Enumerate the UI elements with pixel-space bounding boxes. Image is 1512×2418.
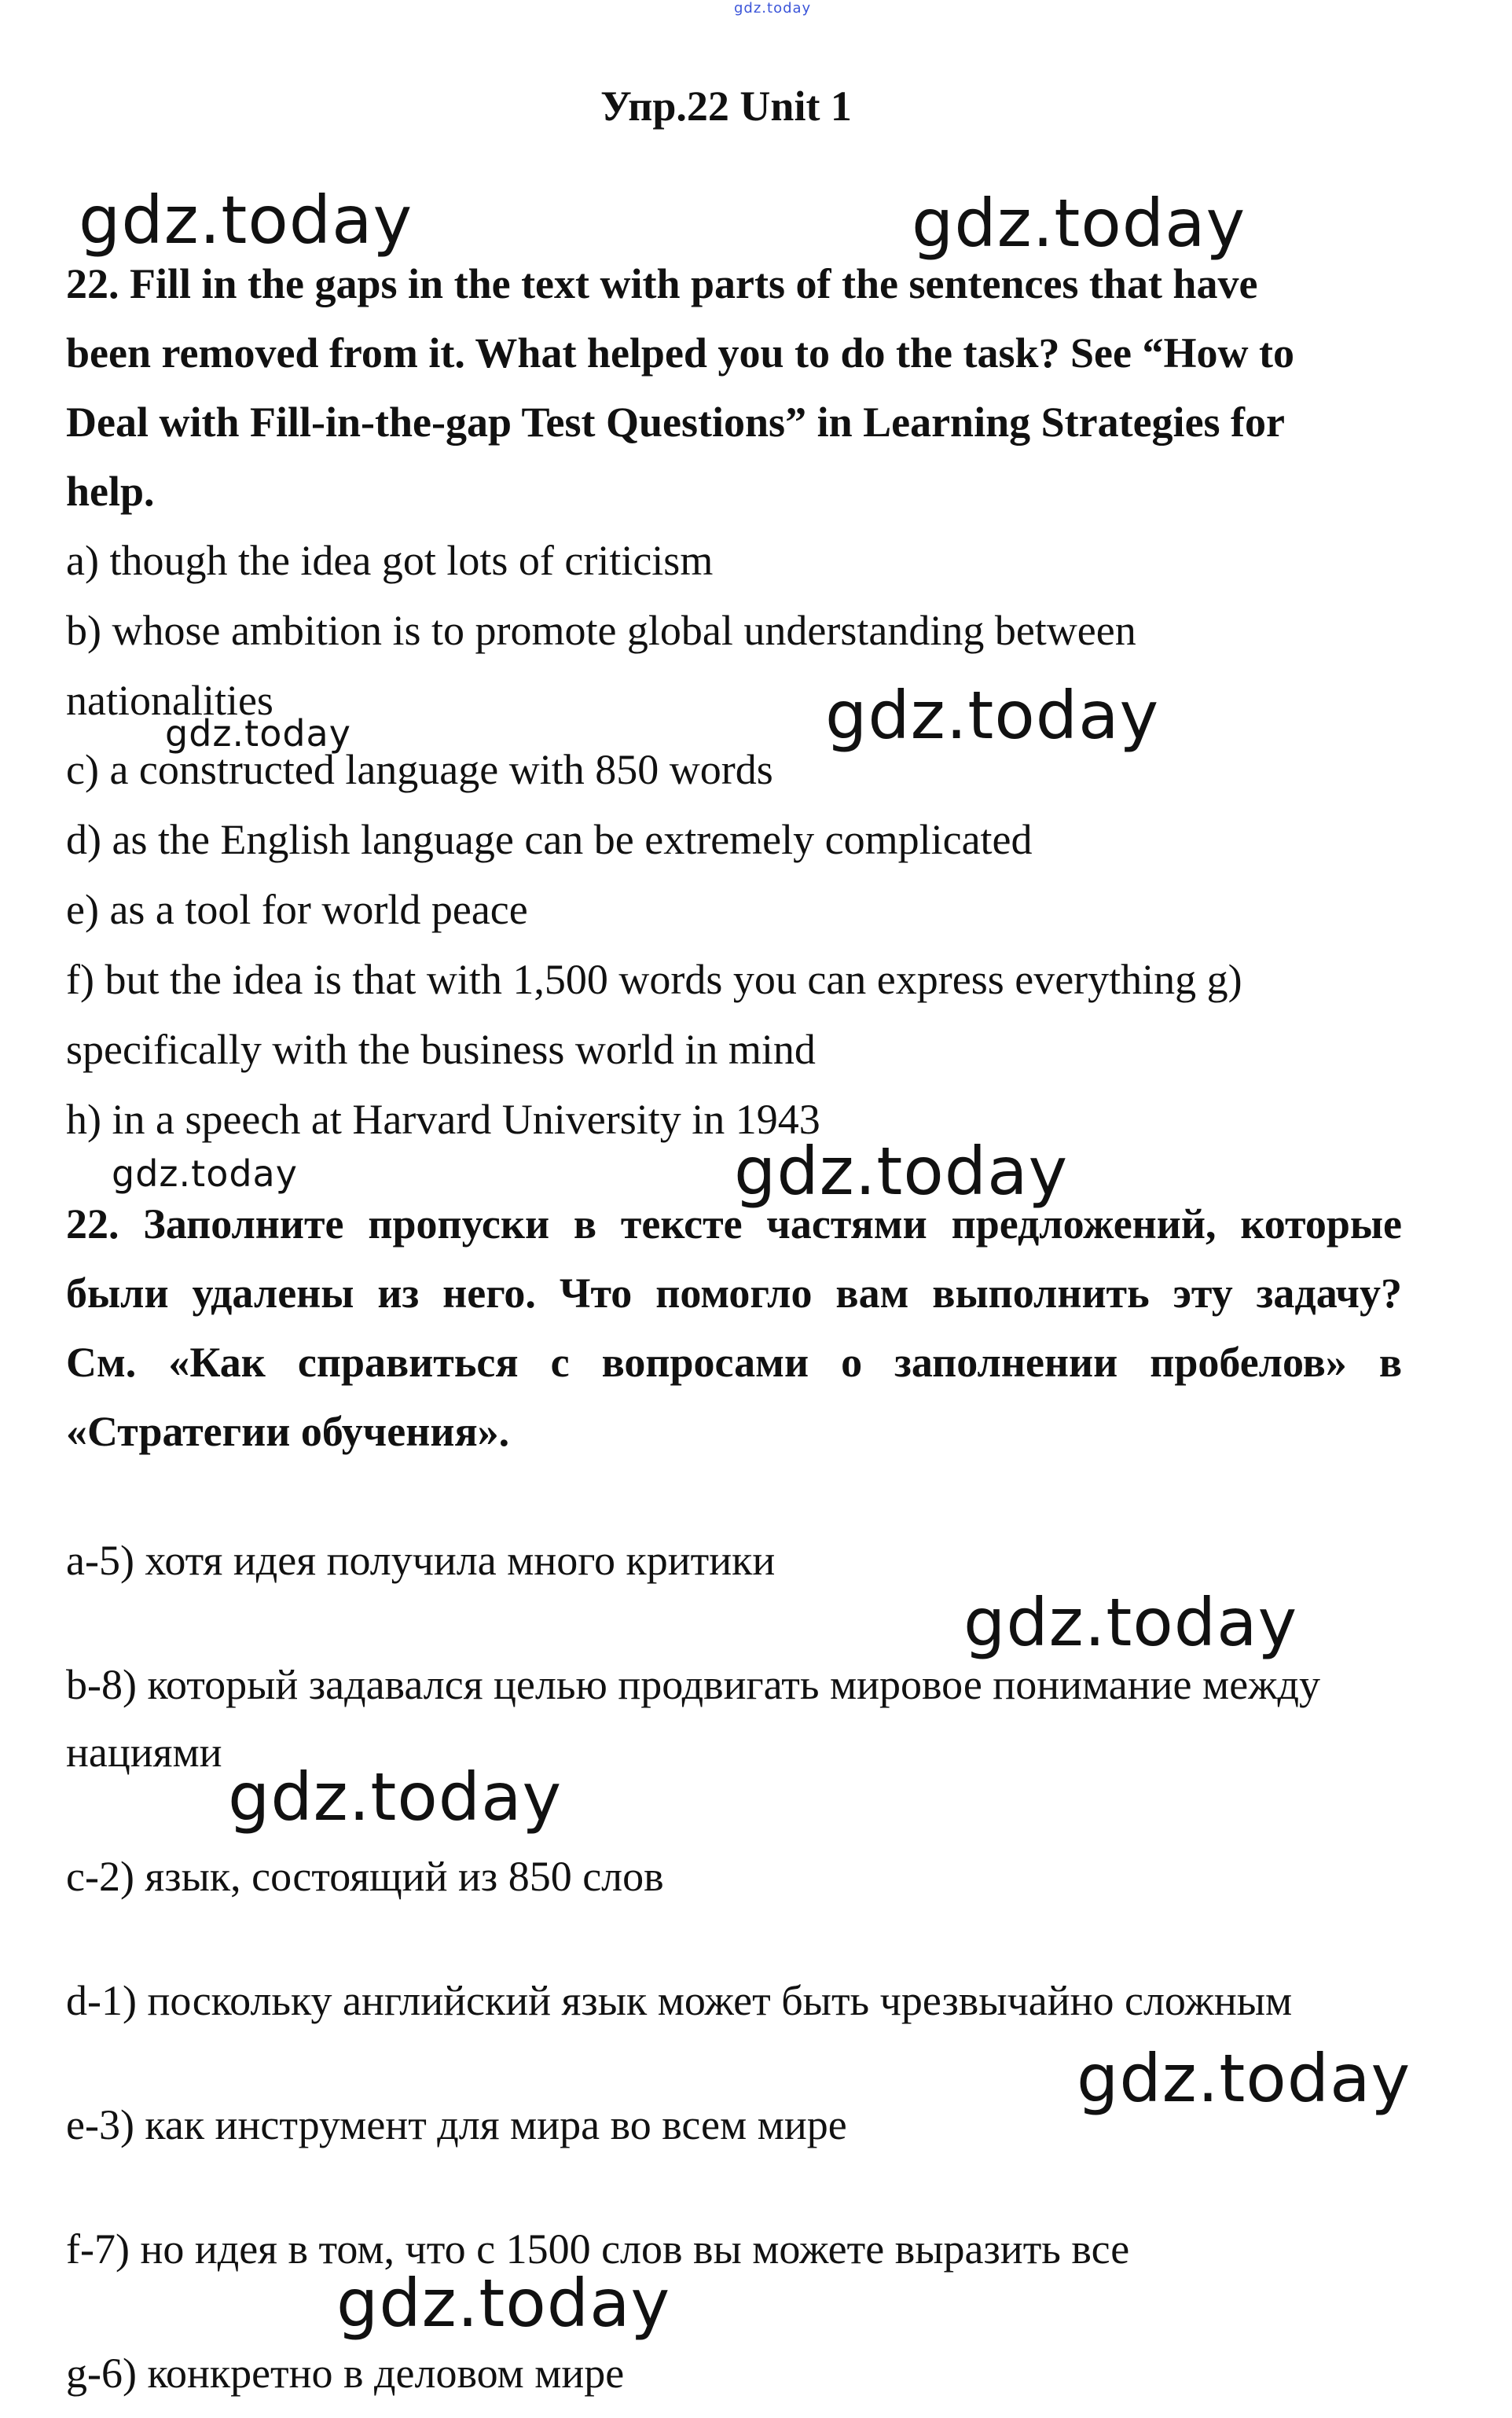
- option-en: e) as a tool for world peace: [66, 886, 528, 933]
- watermark: gdz.today: [336, 2265, 671, 2342]
- option-en: b) whose ambition is to promote global understanding between: [66, 607, 1136, 654]
- watermark: gdz.today: [734, 1133, 1069, 1210]
- watermark: gdz.today: [165, 712, 351, 755]
- watermark: gdz.today: [963, 1584, 1298, 1661]
- answer-ru: g-6) конкретно в деловом мире: [66, 2350, 625, 2397]
- answer-ru: a-5) хотя идея получила много критики: [66, 1537, 776, 1584]
- watermark: gdz.today: [1077, 2040, 1411, 2117]
- task-ru-line: «Стратегии обучения».: [66, 1408, 510, 1455]
- task-en-line: help.: [66, 468, 155, 515]
- answer-ru: c-2) язык, состоящий из 850 слов: [66, 1853, 664, 1900]
- task-en-line: 22. Fill in the gaps in the text with parts of the sentences that have: [66, 260, 1258, 307]
- watermark: gdz.today: [79, 182, 413, 259]
- page-title: Упр.22 Unit 1: [600, 83, 852, 130]
- watermark-top: gdz.today: [734, 0, 812, 17]
- watermark: gdz.today: [228, 1758, 563, 1836]
- task-en-line: Deal with Fill-in-the-gap Test Questions” in Learning Strategies for: [66, 399, 1285, 446]
- answer-ru: d-1) поскольку английский язык может быть чрезвычайно сложным: [66, 1977, 1293, 2024]
- option-en: specifically with the business world in mind: [66, 1026, 816, 1073]
- answer-ru: e-3) как инструмент для мира во всем мире: [66, 2101, 847, 2148]
- watermark: gdz.today: [825, 677, 1160, 754]
- task-ru-line: См. «Как справиться с вопросами о заполнении пробелов» в: [66, 1339, 1402, 1386]
- answer-ru: нациями: [66, 1729, 222, 1776]
- watermark: gdz.today: [912, 185, 1246, 262]
- answer-ru: b-8) который задавался целью продвигать мировое понимание между: [66, 1661, 1320, 1708]
- option-en: d) as the English language can be extremely complicated: [66, 816, 1033, 863]
- watermark: gdz.today: [112, 1152, 298, 1195]
- task-ru-line: были удалены из него. Что помогло вам выполнить эту задачу?: [66, 1270, 1402, 1317]
- option-en: h) in a speech at Harvard University in 1943: [66, 1096, 820, 1143]
- task-ru-line: 22. Заполните пропуски в тексте частями предложений, которые: [66, 1200, 1402, 1248]
- task-en-line: been removed from it. What helped you to do the task? See “How to: [66, 329, 1294, 377]
- option-en: c) a constructed language with 850 words: [66, 746, 773, 793]
- answer-ru: f-7) но идея в том, что с 1500 слов вы можете выразить все: [66, 2225, 1130, 2273]
- option-en: a) though the idea got lots of criticism: [66, 537, 714, 584]
- option-en: nationalities: [66, 677, 273, 724]
- option-en: f) but the idea is that with 1,500 words you can express everything g): [66, 956, 1242, 1003]
